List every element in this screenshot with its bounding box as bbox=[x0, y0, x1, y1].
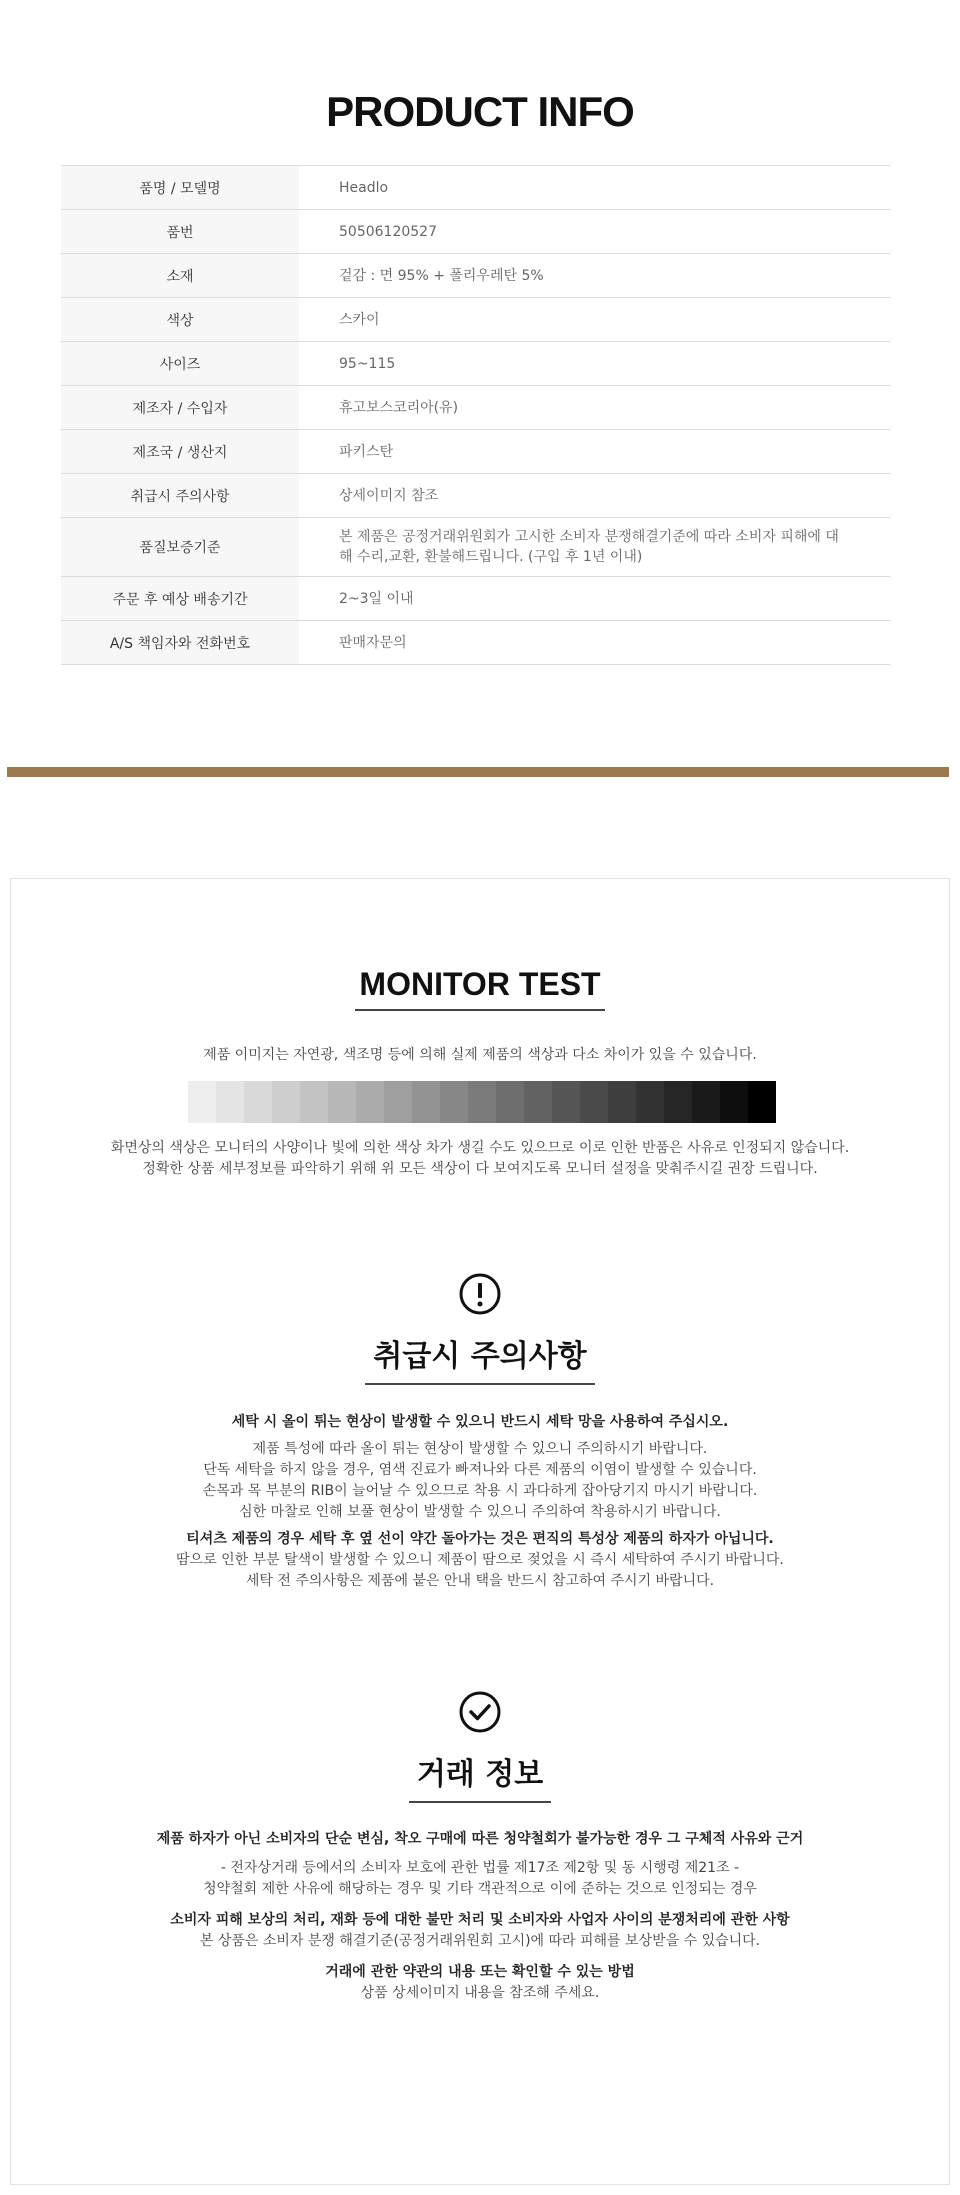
info-value: 겉감 : 면 95% + 폴리우레탄 5% bbox=[299, 254, 890, 298]
check-circle-icon bbox=[459, 1691, 501, 1733]
gray-swatch bbox=[468, 1081, 496, 1123]
gray-swatch bbox=[692, 1081, 720, 1123]
info-row bbox=[61, 298, 890, 342]
care-line: 단독 세탁을 하지 않을 경우, 염색 진료가 빠져나와 다른 제품의 이염이 발생할 수 있습니다. bbox=[203, 1462, 757, 1478]
info-row bbox=[61, 386, 890, 430]
info-value: 스카이 bbox=[299, 298, 890, 342]
care-bold-line: 세탁 시 올이 튀는 현상이 발생할 수 있으니 반드시 세탁 망을 사용하여 주십시오. bbox=[231, 1414, 729, 1430]
info-row bbox=[61, 621, 890, 665]
section-divider-bar bbox=[7, 767, 949, 777]
gray-swatch bbox=[188, 1081, 216, 1123]
product-info-table bbox=[61, 165, 890, 665]
monitor-test-title: MONITOR TEST bbox=[0, 966, 960, 1011]
gray-swatch bbox=[608, 1081, 636, 1123]
info-row bbox=[61, 577, 890, 621]
trade-line: 상품 상세이미지 내용을 참조해 주세요. bbox=[360, 1985, 600, 2001]
info-row bbox=[61, 254, 890, 298]
info-label: A/S 책임자와 전화번호 bbox=[61, 621, 299, 665]
care-content bbox=[0, 1412, 960, 1592]
trade-line: 본 상품은 소비자 분쟁 해결기준(공정거래위원회 고시)에 따라 피해를 보상받을 수 있습니다. bbox=[199, 1933, 761, 1949]
info-label: 품질보증기준 bbox=[61, 518, 299, 577]
info-value: 본 제품은 공정거래위원회가 고시한 소비자 분쟁해결기준에 따라 소비자 피해에 대해 수리,교환, 환불해드립니다. (구입 후 1년 이내) bbox=[299, 518, 890, 577]
monitor-note: 정확한 상품 세부정보를 파악하기 위해 위 모든 색상이 다 보여지도록 모니터 설정을 맞춰주시길 권장 드립니다. bbox=[142, 1161, 818, 1177]
info-value: 휴고보스코리아(유) bbox=[299, 386, 890, 430]
gray-swatch bbox=[412, 1081, 440, 1123]
info-value: 50506120527 bbox=[299, 210, 890, 254]
info-label: 색상 bbox=[61, 298, 299, 342]
monitor-test-notes bbox=[0, 1138, 960, 1180]
gray-swatch bbox=[244, 1081, 272, 1123]
monitor-note: 화면상의 색상은 모니터의 사양이나 빛에 의한 색상 차가 생길 수도 있으므로 이로 인한 반품은 사유로 인정되지 않습니다. bbox=[110, 1140, 850, 1156]
info-row bbox=[61, 474, 890, 518]
care-bold-line: 티셔츠 제품의 경우 세탁 후 옆 선이 약간 돌아가는 것은 편직의 특성상 제품의 하자가 아닙니다. bbox=[186, 1531, 774, 1547]
care-title: 취급시 주의사항 bbox=[0, 1331, 960, 1385]
info-value: Headlo bbox=[299, 166, 890, 210]
gray-swatch bbox=[636, 1081, 664, 1123]
info-row bbox=[61, 430, 890, 474]
trade-bold-line: 제품 하자가 아닌 소비자의 단순 변심, 착오 구매에 따른 청약철회가 불가능한 경우 그 구체적 사유와 근거 bbox=[156, 1831, 804, 1847]
trade-bold-line: 소비자 피해 보상의 처리, 재화 등에 대한 불만 처리 및 소비자와 사업자 사이의 분쟁처리에 관한 사항 bbox=[170, 1912, 790, 1928]
gray-swatch bbox=[300, 1081, 328, 1123]
info-value: 2~3일 이내 bbox=[299, 577, 890, 621]
info-label: 품번 bbox=[61, 210, 299, 254]
care-line: 심한 마찰로 인해 보풀 현상이 발생할 수 있으니 주의하여 착용하시기 바랍니다. bbox=[239, 1504, 721, 1520]
info-label: 사이즈 bbox=[61, 342, 299, 386]
gray-swatch bbox=[748, 1081, 776, 1123]
care-line: 제품 특성에 따라 올이 튀는 현상이 발생할 수 있으니 주의하시기 바랍니다. bbox=[252, 1441, 708, 1457]
gray-swatch bbox=[356, 1081, 384, 1123]
info-label: 취급시 주의사항 bbox=[61, 474, 299, 518]
gray-swatch bbox=[580, 1081, 608, 1123]
gray-swatch bbox=[496, 1081, 524, 1123]
care-line: 손목과 목 부분의 RIB이 늘어날 수 있으므로 착용 시 과다하게 잡아당기지 마시기 바랍니다. bbox=[202, 1483, 758, 1499]
info-label: 품명 / 모델명 bbox=[61, 166, 299, 210]
trade-line: 청약철회 제한 사유에 해당하는 경우 및 기타 객관적으로 이에 준하는 것으로 인정되는 경우 bbox=[203, 1881, 757, 1897]
care-line: 땀으로 인한 부분 탈색이 발생할 수 있으니 제품이 땀으로 젖었을 시 즉시 세탁하여 주시기 바랍니다. bbox=[176, 1552, 784, 1568]
info-label: 제조국 / 생산지 bbox=[61, 430, 299, 474]
info-label: 주문 후 예상 배송기간 bbox=[61, 577, 299, 621]
gray-swatch bbox=[720, 1081, 748, 1123]
monitor-test-intro: 제품 이미지는 자연광, 색조명 등에 의해 실제 제품의 색상과 다소 차이가 있을 수 있습니다. bbox=[203, 1047, 757, 1063]
info-row bbox=[61, 166, 890, 210]
grayscale-gradient bbox=[188, 1081, 776, 1123]
care-line: 세탁 전 주의사항은 제품에 붙은 안내 택을 반드시 참고하여 주시기 바랍니다. bbox=[245, 1573, 715, 1589]
info-value: 상세이미지 참조 bbox=[299, 474, 890, 518]
trade-bold-line: 거래에 관한 약관의 내용 또는 확인할 수 있는 방법 bbox=[325, 1964, 635, 1980]
info-row bbox=[61, 210, 890, 254]
info-value: 판매자문의 bbox=[299, 621, 890, 665]
info-label: 제조자 / 수입자 bbox=[61, 386, 299, 430]
info-value: 파키스탄 bbox=[299, 430, 890, 474]
trade-content bbox=[0, 1829, 960, 2004]
product-info-title: PRODUCT INFO bbox=[326, 88, 634, 135]
gray-swatch bbox=[272, 1081, 300, 1123]
gray-swatch bbox=[440, 1081, 468, 1123]
trade-line: - 전자상거래 등에서의 소비자 보호에 관한 법률 제17조 제2항 및 동 시행령 제21조 - bbox=[220, 1860, 740, 1876]
gray-swatch bbox=[552, 1081, 580, 1123]
exclamation-circle-icon bbox=[459, 1273, 501, 1315]
info-row bbox=[61, 518, 890, 577]
gray-swatch bbox=[216, 1081, 244, 1123]
gray-swatch bbox=[384, 1081, 412, 1123]
info-row bbox=[61, 342, 890, 386]
info-label: 소재 bbox=[61, 254, 299, 298]
trade-title: 거래 정보 bbox=[0, 1749, 960, 1803]
gray-swatch bbox=[664, 1081, 692, 1123]
gray-swatch bbox=[328, 1081, 356, 1123]
info-value: 95~115 bbox=[299, 342, 890, 386]
gray-swatch bbox=[524, 1081, 552, 1123]
